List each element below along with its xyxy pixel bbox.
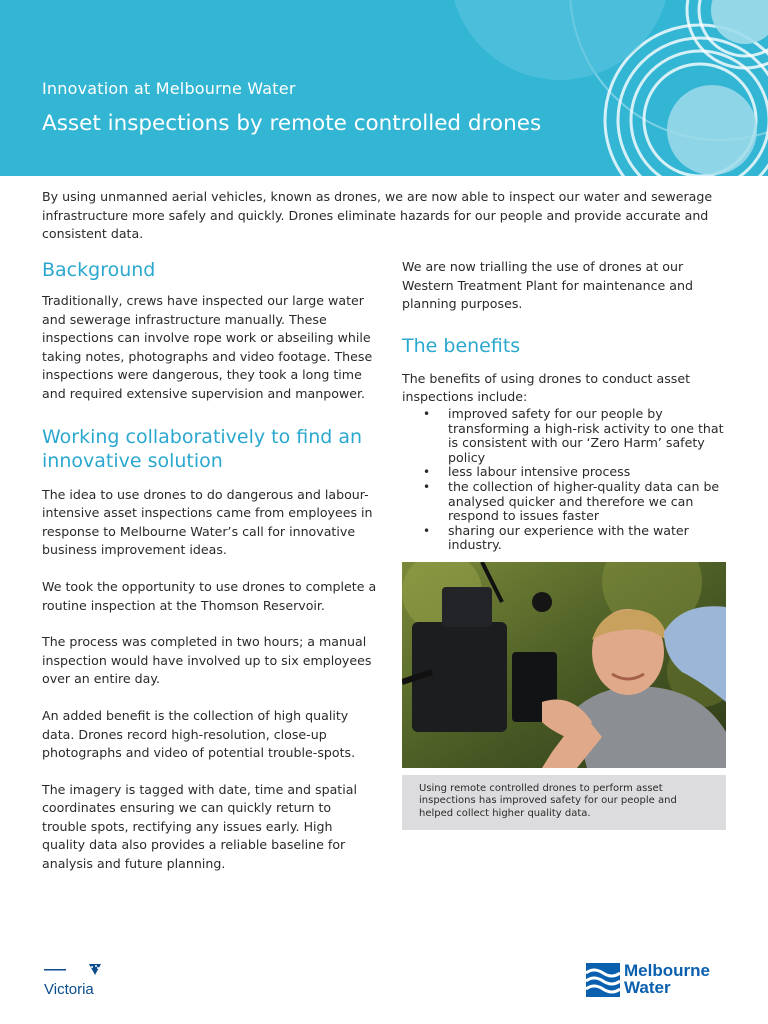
right-column xyxy=(402,258,728,553)
benefits-lead: The benefits of using drones to conduct asset inspections include: xyxy=(402,370,691,405)
wave-icon xyxy=(586,963,620,997)
benefits-list xyxy=(402,407,728,553)
header-banner xyxy=(0,0,768,176)
list-item: • the collection of higher-quality data can be analysed quicker and therefore we can respond to issues faster xyxy=(448,480,728,524)
trial-paragraph: We are now trialling the use of drones at our Western Treatment Plant for maintenance and planning purposes. xyxy=(402,259,693,312)
collab-paragraph-1: The idea to use drones to do dangerous and labour-intensive asset inspections came from employees in response to Melbourne Water’s call for innovative business improvement ideas. xyxy=(42,486,373,558)
benefits-heading: The benefits xyxy=(402,334,521,357)
list-item: • less labour intensive process xyxy=(448,465,728,480)
mw-logo-text xyxy=(624,962,710,996)
list-item: • improved safety for our people by transforming a high-risk activity to one that is consistent with our ‘Zero Harm’ safety policy xyxy=(448,407,728,465)
svg-text:Victoria: Victoria xyxy=(44,981,94,997)
intro-paragraph: By using unmanned aerial vehicles, known as drones, we are now able to inspect our water and sewerage infrastructure more safely and quickly. Drones eliminate hazards for our people and provide accurate and consistent data. xyxy=(42,189,713,242)
drone-photo xyxy=(402,562,726,768)
collab-paragraph-4: An added benefit is the collection of high quality data. Drones record high-resolution, close-up photographs and video of potential trouble-spots. xyxy=(42,707,356,761)
header-kicker: Innovation at Melbourne Water xyxy=(42,79,296,98)
victoria-logo xyxy=(43,963,105,997)
photo-caption: Using remote controlled drones to perform asset inspections has improved safety for our people and helped collect higher quality data. xyxy=(402,775,726,830)
collab-paragraph-3: The process was completed in two hours; a manual inspection would have involved up to six employees over an entire day. xyxy=(42,634,372,687)
page-title: Asset inspections by remote controlled drones xyxy=(42,111,542,136)
list-item: • sharing our experience with the water industry. xyxy=(448,524,728,553)
melbourne-water-logo xyxy=(586,962,736,998)
collab-paragraph-2: We took the opportunity to use drones to complete a routine inspection at the Thomson Reservoir. xyxy=(42,578,377,613)
background-heading: Background xyxy=(42,259,156,281)
left-column xyxy=(42,258,378,874)
mw-logo-line2: Water xyxy=(624,978,671,997)
collab-heading: Working collaboratively to find an innovative solution xyxy=(42,425,363,472)
collab-paragraph-5: The imagery is tagged with date, time and spatial coordinates ensuring we can quickly return to trouble spots, rectifying any issues early. High quality data also provides a reliable baseline for analysis and future planning. xyxy=(42,781,357,872)
mw-logo-line1: Melbourne xyxy=(624,961,710,980)
background-text: Traditionally, crews have inspected our large water and sewerage infrastructure manually. These inspections can involve rope work or abseiling while taking notes, photographs and video footage. These inspections were dangerous, they took a long time and required extensive supervision and manpower. xyxy=(42,293,373,401)
